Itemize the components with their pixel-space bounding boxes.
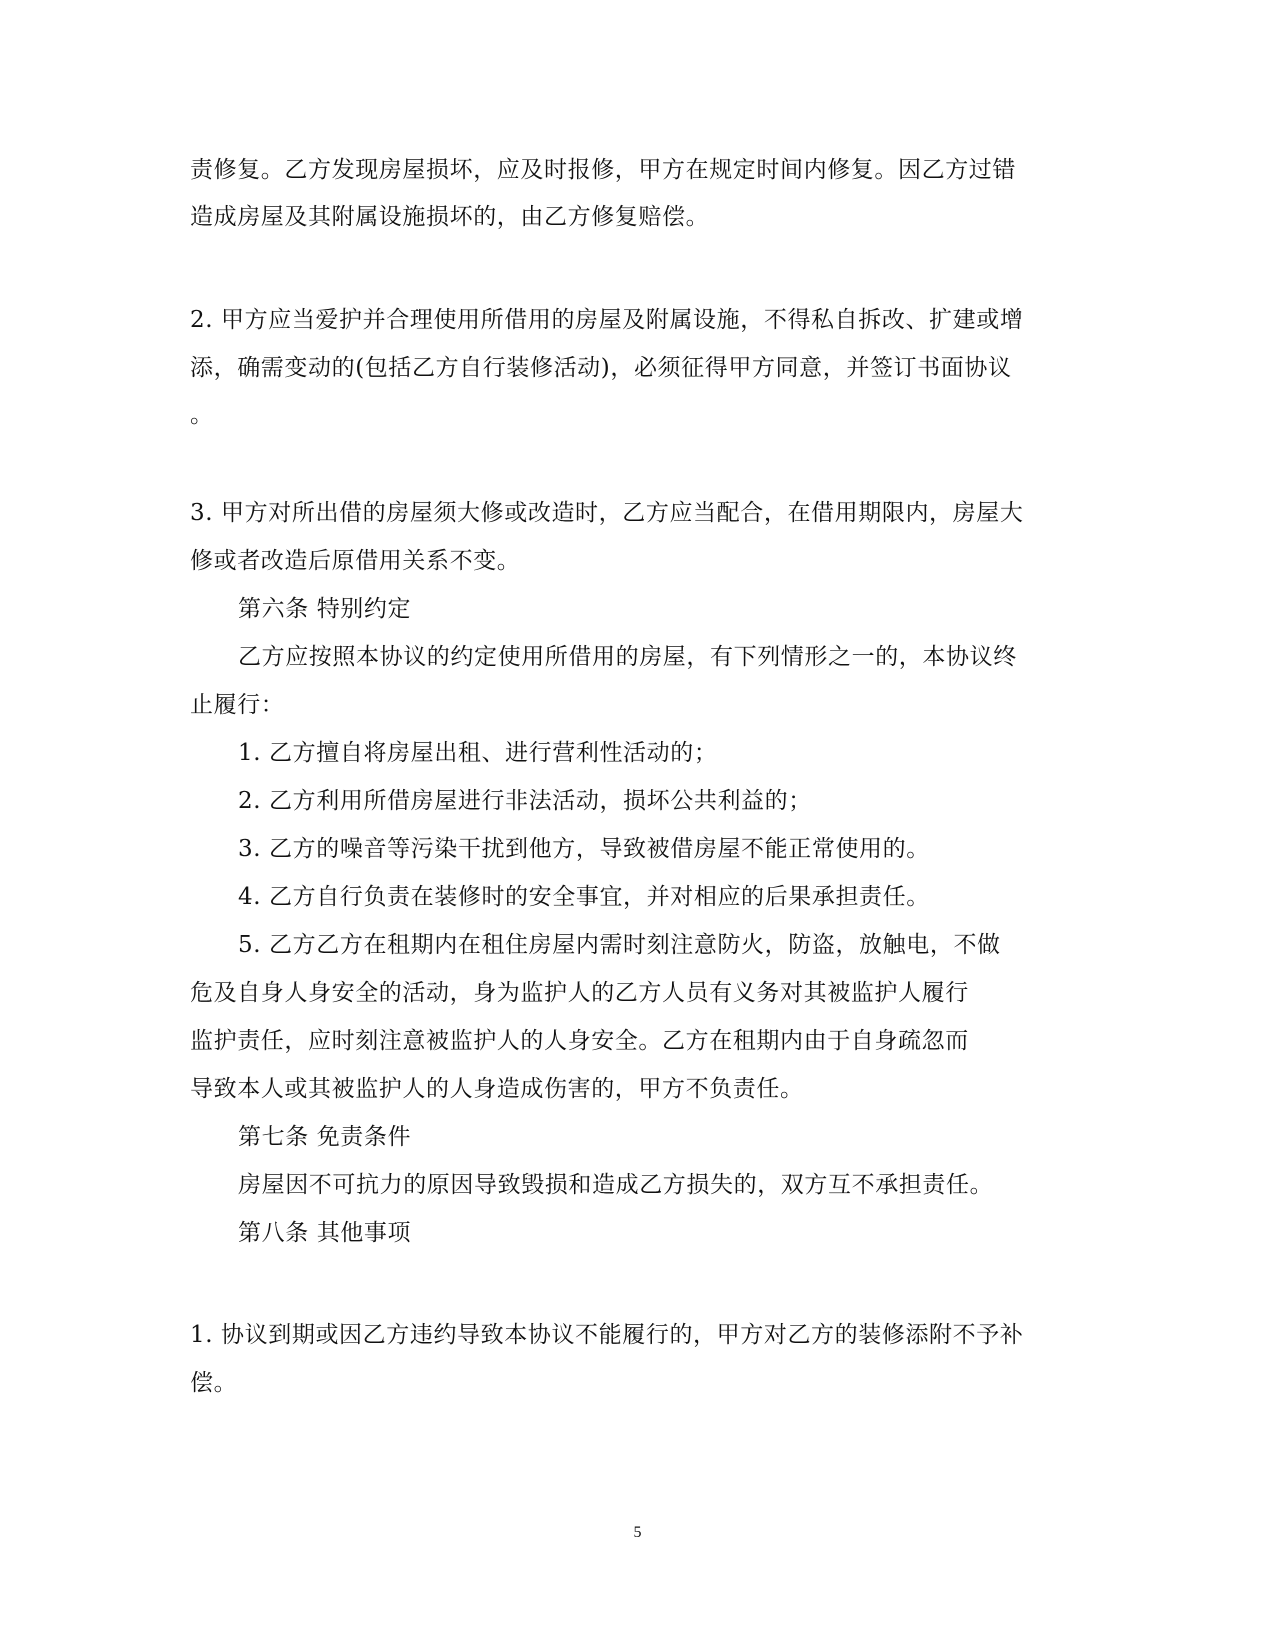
text-line: 。 [190,402,214,428]
list-item: 3. 乙方的噪音等污染干扰到他方，导致被借房屋不能正常使用的。 [238,836,930,862]
text-line: 2. 甲方应当爱护并合理使用所借用的房屋及附属设施，不得私自拆改、扩建或增 [190,307,1024,333]
section-heading: 第六条 特别约定 [238,596,412,622]
text-line: 造成房屋及其附属设施损坏的，由乙方修复赔偿。 [190,204,710,230]
text-line: 监护责任，应时刻注意被监护人的人身安全。乙方在租期内由于自身疏忽而 [190,1028,969,1054]
text-line: 1. 协议到期或因乙方违约导致本协议不能履行的，甲方对乙方的装修添附不予补 [190,1322,1024,1348]
list-item: 2. 乙方利用所借房屋进行非法活动，损坏公共利益的； [238,788,812,814]
text-line: 3. 甲方对所出借的房屋须大修或改造时，乙方应当配合，在借用期限内，房屋大 [190,500,1024,526]
text-line: 乙方应按照本协议的约定使用所借用的房屋，有下列情形之一的，本协议终 [238,644,1017,670]
section-heading: 第八条 其他事项 [238,1220,412,1246]
text-line: 危及自身人身安全的活动，身为监护人的乙方人员有义务对其被监护人履行 [190,980,969,1006]
text-line: 止履行： [190,692,285,718]
text-line: 修或者改造后原借用关系不变。 [190,548,521,574]
list-item: 1. 乙方擅自将房屋出租、进行营利性活动的； [238,740,718,766]
text-line: 房屋因不可抗力的原因导致毁损和造成乙方损失的，双方互不承担责任。 [238,1172,994,1198]
text-line: 责修复。乙方发现房屋损坏，应及时报修，甲方在规定时间内修复。因乙方过错 [190,157,1016,183]
text-line: 添，确需变动的(包括乙方自行装修活动)，必须征得甲方同意，并签订书面协议 [190,355,1012,381]
section-heading: 第七条 免责条件 [238,1124,412,1150]
page-number: 5 [633,1524,642,1541]
text-line: 导致本人或其被监护人的人身造成伤害的，甲方不负责任。 [190,1076,804,1102]
text-line: 偿。 [190,1370,238,1396]
list-item: 5. 乙方乙方在租期内在租住房屋内需时刻注意防火，防盗，放触电，不做 [238,932,1001,958]
list-item: 4. 乙方自行负责在装修时的安全事宜，并对相应的后果承担责任。 [238,884,930,910]
